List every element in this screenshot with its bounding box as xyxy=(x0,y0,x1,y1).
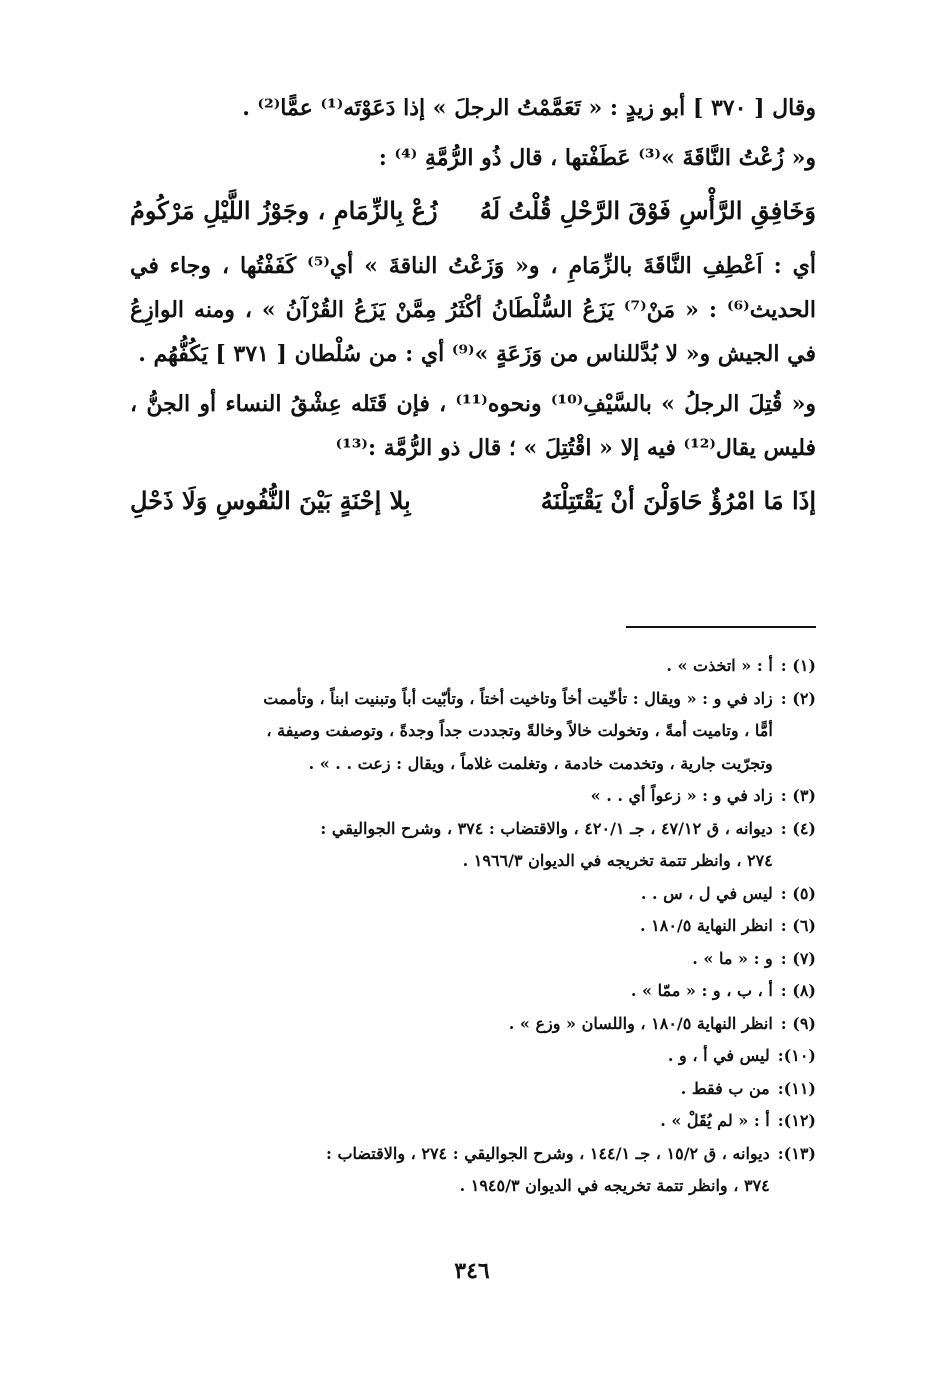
footnote-text: ٣٧٤ ، وانظر تتمة تخريجه في الديوان ١٩٤٥/٣ . xyxy=(459,1176,770,1195)
footnote-number: (١٣): xyxy=(777,1143,816,1163)
footnote-text: ديوانه ، ق ١٥/٢ ، جـ ١٤٤/١ ، وشرح الجواليقي : ٢٧٤ ، والاقتضاب : xyxy=(325,1143,770,1163)
footnote-text: زاد في و : « زعواً أي . . » xyxy=(590,786,773,805)
footnote-number: (٦) : xyxy=(780,916,816,935)
footnote-number: (٧) : xyxy=(780,948,816,968)
footnote-number: (٩) : xyxy=(780,1013,816,1033)
verse-2 xyxy=(130,472,816,530)
footnote-number: (١٠): xyxy=(777,1046,816,1065)
verse-1-first-hemistich: وَخَافِقِ الرَّأْسِ فَوْقَ الرَّحْلِ قُلْتُ لَهُ xyxy=(479,196,816,225)
footnote-text: من ب فقط . xyxy=(680,1078,770,1098)
verse-1 xyxy=(130,182,816,240)
footnote-7 xyxy=(120,943,816,976)
paragraph-2: و« قُتِلَ الرجلُ » بالسَّيْفِ⁽¹⁰⁾ ونحوه⁽¹¹⁾ ، فإن قَتَله عِشْقُ النساء أو الجنُّ ، فليس يقال⁽¹²⁾ فيه إلا « اقْتُتِلَ » ؛ قال ذو الرُّمَّة :⁽¹³⁾ xyxy=(130,391,816,461)
footnote-text: ديوانه ، ق ٤٧/١٢ ، جـ ٤٢٠/١ ، والاقتضاب : ٣٧٤ ، وشرح الجواليقي : xyxy=(320,818,773,838)
main-text xyxy=(130,86,816,534)
footnote-13 xyxy=(120,1138,816,1203)
footnote-text: أمًّا ، وتاميت أمةً ، وتخولت خالاً وخالةً وتجددت جداً وجدةً ، وتوصفت وصيفة ، xyxy=(266,721,773,740)
footnote-separator xyxy=(626,626,816,628)
footnote-text: أ : « اتخذت » . xyxy=(666,656,773,675)
footnote-text: ليس في أ ، و . xyxy=(667,1046,770,1065)
footnote-text: انظر النهاية ١٨٠/٥ . xyxy=(640,916,773,935)
footnote-text: أ : « لم يُقَلْ » . xyxy=(660,1111,770,1130)
footnotes xyxy=(120,650,816,1203)
footnote-text: وتجرّيت جارية ، وتخدمت خادمة ، وتغلمت غلاماً ، ويقال : زعت . . » . xyxy=(308,753,773,773)
text-line-1: وقال [ ٣٧٠ ] أبو زيدٍ : « تَعَمَّمْتُ الرجلَ » إذا دَعَوْتَه⁽¹⁾ عمًّا⁽²⁾ . xyxy=(242,95,816,121)
footnote-number: (١٢): xyxy=(777,1111,816,1130)
footnote-number: (١) : xyxy=(780,656,816,675)
footnote-6 xyxy=(120,910,816,943)
paragraph-1: أي : اَعْطِفِ النَّاقَةَ بالزِّمَامِ ، و« وَزَعْتُ الناقةَ » أي⁽⁵⁾ كَفَفْتُها ، وجاء في الحديث⁽⁶⁾ : « مَنْ⁽⁷⁾ يَزَعُ السُّلْطَانُ أكْثَرُ مِمَّنْ يَزَعُ القُرْآنُ » ، ومنه الوازِعُ في الجيش و« لا بُدَّللناس من وَزَعَةٍ »⁽⁹⁾ أي : من سُلْطان [ ٣٧١ ] يَكُفُّهُم . xyxy=(130,253,816,367)
footnote-8 xyxy=(120,975,816,1008)
verse-2-first-hemistich: إذَا مَا امْرُؤٌ حَاوَلْنَ أنْ يَقْتَتِلْنَهُ xyxy=(540,486,816,515)
footnote-3 xyxy=(120,780,816,813)
footnote-4 xyxy=(120,813,816,878)
verse-2-second-hemistich: بِلا إحْنَةٍ بَيْنَ النُّفُوسِ وَلَا ذَحْلِ xyxy=(130,486,411,515)
footnote-number: (١١): xyxy=(777,1078,816,1098)
footnote-number: (٨) : xyxy=(780,981,816,1000)
page-number: ٣٤٦ xyxy=(454,1258,490,1284)
footnote-number: (٢) : xyxy=(780,688,816,708)
footnote-text: و : « ما » . xyxy=(692,948,773,968)
footnote-number: (٣) : xyxy=(780,786,816,805)
footnote-9 xyxy=(120,1008,816,1041)
verse-1-second-hemistich: زُعْ بِالزِّمَامِ ، وجَوْزُ اللَّيْلِ مَرْكُومُ xyxy=(130,196,438,225)
footnote-text: ٢٧٤ ، وانظر تتمة تخريجه في الديوان ١٩٦٦/٣ . xyxy=(462,851,773,870)
footnote-text: ليس في ل ، س . . xyxy=(640,883,773,903)
text-line-2: و« زُعْتُ النَّاقَةَ »⁽³⁾ عَطَفْتها ، قال ذُو الرُّمَّةِ ⁽⁴⁾ : xyxy=(378,145,816,171)
footnote-5 xyxy=(120,878,816,911)
footnote-1 xyxy=(120,650,816,683)
footnote-12 xyxy=(120,1105,816,1138)
footnote-text: انظر النهاية ١٨٠/٥ ، واللسان « وزع » . xyxy=(508,1013,773,1033)
footnote-2 xyxy=(120,683,816,781)
footnote-text: زاد في و : « ويقال : تأخّيت أخاً وتاخيت أختاً ، وتأبّيت أباً وتبنيت ابناً ، وتأممت xyxy=(263,688,773,708)
footnote-10 xyxy=(120,1040,816,1073)
footnote-number: (٥) : xyxy=(780,883,816,903)
footnote-number: (٤) : xyxy=(780,818,816,838)
footnote-11 xyxy=(120,1073,816,1106)
footnote-text: أ ، ب ، و : « ممّا » . xyxy=(630,981,773,1000)
